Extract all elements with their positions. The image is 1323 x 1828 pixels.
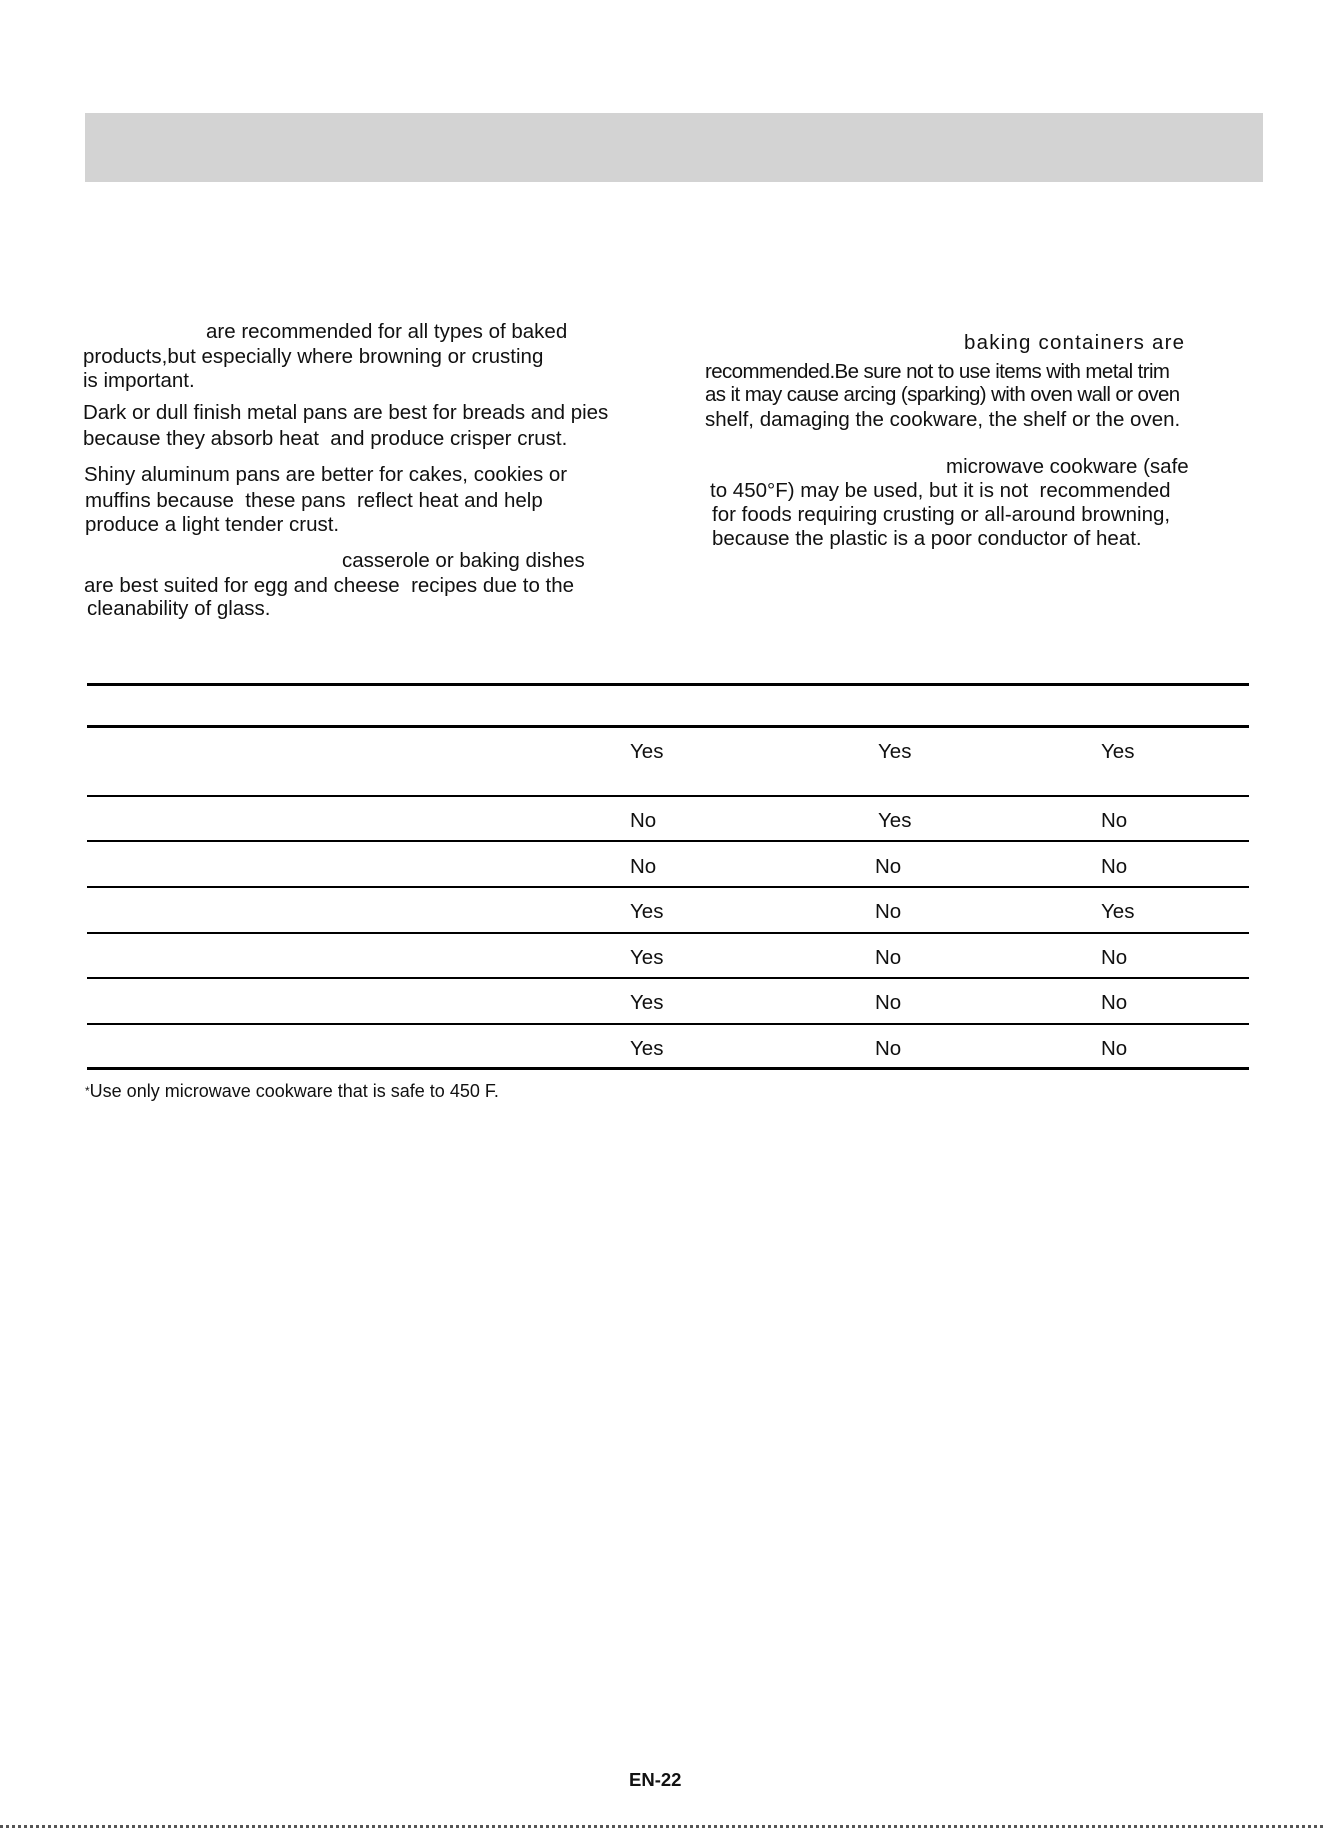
table-cell: Yes xyxy=(878,809,912,832)
table-cell: Yes xyxy=(630,900,664,923)
table-row-divider xyxy=(87,932,1249,934)
table-cell: No xyxy=(1101,855,1128,878)
table-cell: No xyxy=(630,809,657,832)
table-cell: Yes xyxy=(1101,740,1135,763)
table-row-divider xyxy=(87,1023,1249,1025)
table-cell: No xyxy=(1101,946,1128,969)
page-number: EN-22 xyxy=(629,1769,682,1790)
right-line-6: to 450°F) may be used, but it is not recommended xyxy=(710,479,1171,502)
table-cell: Yes xyxy=(1101,900,1135,923)
table-cell: No xyxy=(630,855,657,878)
table-row-divider xyxy=(87,977,1249,979)
left-line-8: produce a light tender crust. xyxy=(85,513,340,536)
table-row-divider xyxy=(87,840,1249,842)
right-line-8: because the plastic is a poor conductor of heat. xyxy=(712,527,1142,550)
section-header-band xyxy=(85,113,1263,182)
right-line-1: baking containers are xyxy=(964,331,1186,354)
table-cell: Yes xyxy=(630,991,664,1014)
table-cell: No xyxy=(875,991,902,1014)
footnote-text: Use only microwave cookware that is safe to 450 F. xyxy=(89,1081,499,1101)
left-line-7: muffins because these pans reflect heat and help xyxy=(85,489,543,512)
table-cell: Yes xyxy=(630,946,664,969)
left-line-2: products,but especially where browning or crusting xyxy=(83,345,544,368)
right-line-5: microwave cookware (safe xyxy=(946,455,1189,478)
left-line-9: casserole or baking dishes xyxy=(342,549,585,572)
table-top-rule xyxy=(87,683,1249,686)
left-line-1: are recommended for all types of baked xyxy=(206,320,568,343)
right-line-4: shelf, damaging the cookware, the shelf or the oven. xyxy=(705,408,1181,431)
table-cell: Yes xyxy=(878,740,912,763)
table-cell: No xyxy=(1101,809,1128,832)
table-header-rule xyxy=(87,725,1249,728)
table-cell: No xyxy=(1101,1037,1128,1060)
left-line-3: is important. xyxy=(83,369,195,392)
table-cell: No xyxy=(875,900,902,923)
left-line-10: are best suited for egg and cheese recipes due to the xyxy=(84,574,575,597)
table-cell: No xyxy=(1101,991,1128,1014)
table-cell: Yes xyxy=(630,1037,664,1060)
table-cell: No xyxy=(875,855,902,878)
left-line-5: because they absorb heat and produce crisper crust. xyxy=(83,427,568,450)
footnote-mark: * xyxy=(85,1084,90,1098)
table-cell: Yes xyxy=(630,740,664,763)
right-line-2: recommended.Be sure not to use items with metal trim xyxy=(705,360,1170,383)
table-bottom-rule xyxy=(87,1067,1249,1070)
left-line-4: Dark or dull finish metal pans are best for breads and pies xyxy=(83,401,609,424)
right-line-3: as it may cause arcing (sparking) with oven wall or oven xyxy=(705,383,1180,406)
table-cell: No xyxy=(875,946,902,969)
left-line-6: Shiny aluminum pans are better for cakes, cookies or xyxy=(84,463,568,486)
table-cell: No xyxy=(875,1037,902,1060)
left-line-11: cleanability of glass. xyxy=(87,597,271,620)
table-row-divider xyxy=(87,886,1249,888)
table-footnote xyxy=(85,1080,499,1102)
right-line-7: for foods requiring crusting or all-around browning, xyxy=(712,503,1171,526)
table-row-divider xyxy=(87,795,1249,797)
